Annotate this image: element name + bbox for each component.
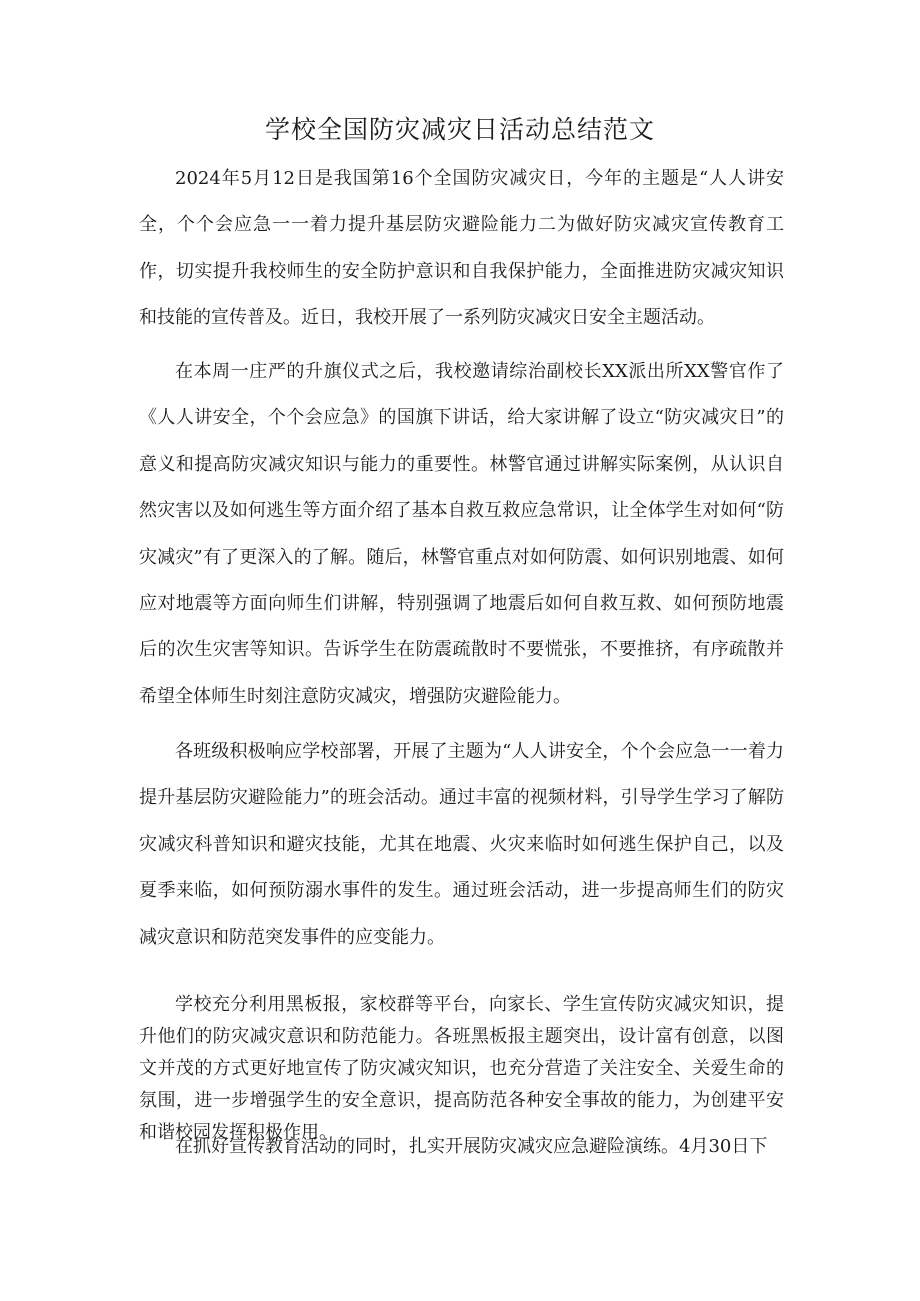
paragraph-theme-intro: 2024年5月12日是我国第16个全国防灾减灾日，今年的主题是“人人讲安全，个个会应急一一着力提升基层防灾避险能力二为做好防灾减灾宣传教育工作，切实提升我校师生的安全防护意识和自我保护能力，全面推进防灾减灾知识和技能的宣传普及。近日，我校开展了一系列防灾减灾日安全主题活动。 <box>139 168 784 329</box>
paragraph-evacuation-drill: 在抓好宣传教育活动的同时，扎实开展防灾减灾应急避险演练。4月30日下 <box>175 1136 768 1157</box>
document-title: 学校全国防灾减灾日活动总结范文 <box>264 115 655 144</box>
paragraph-flag-ceremony-speech: 在本周一庄严的升旗仪式之后，我校邀请综治副校长XX派出所XX警官作了《人人讲安全，个个会应急》的国旗下讲话，给大家讲解了设立“防灾减灾日”的意义和提高防灾减灾知识与能力的重要性。林警官通过讲解实际案例，从认识自然灾害以及如何逃生等方面介绍了基本自救互救应急常识，让全体学生对如何“防灾减灾”有了更深入的了解。随后，林警官重点对如何防震、如何识别地震、如何应对地震等方面向师生们讲解，特别强调了地震后如何自救互救、如何预防地震后的次生灾害等知识。告诉学生在防震疏散时不要慌张，不要推挤，有序疏散并希望全体师生时刻注意防灾减灾，增强防灾避险能力。 <box>139 361 784 707</box>
paragraph-blackboard-publicity: 学校充分利用黑板报，家校群等平台，向家长、学生宣传防灾减灾知识，提升他们的防灾减灾意识和防范能力。各班黑板报主题突出，设计富有创意，以图文并茂的方式更好地宣传了防灾减灾知识，也充分营造了关注安全、关爱生命的氛围，进一步增强学生的安全意识，提高防范各种安全事故的能力，为创建平安和谐校园发挥积极作用。 <box>139 994 784 1143</box>
paragraph-class-meetings: 各班级积极响应学校部署，开展了主题为“人人讲安全，个个会应急一一着力提升基层防灾避险能力”的班会活动。通过丰富的视频材料，引导学生学习了解防灾减灾科普知识和避灾技能，尤其在地震、火灾来临时如何逃生保护自己，以及夏季来临，如何预防溺水事件的发生。通过班会活动，进一步提高师生们的防灾减灾意识和防范突发事件的应变能力。 <box>139 741 784 948</box>
